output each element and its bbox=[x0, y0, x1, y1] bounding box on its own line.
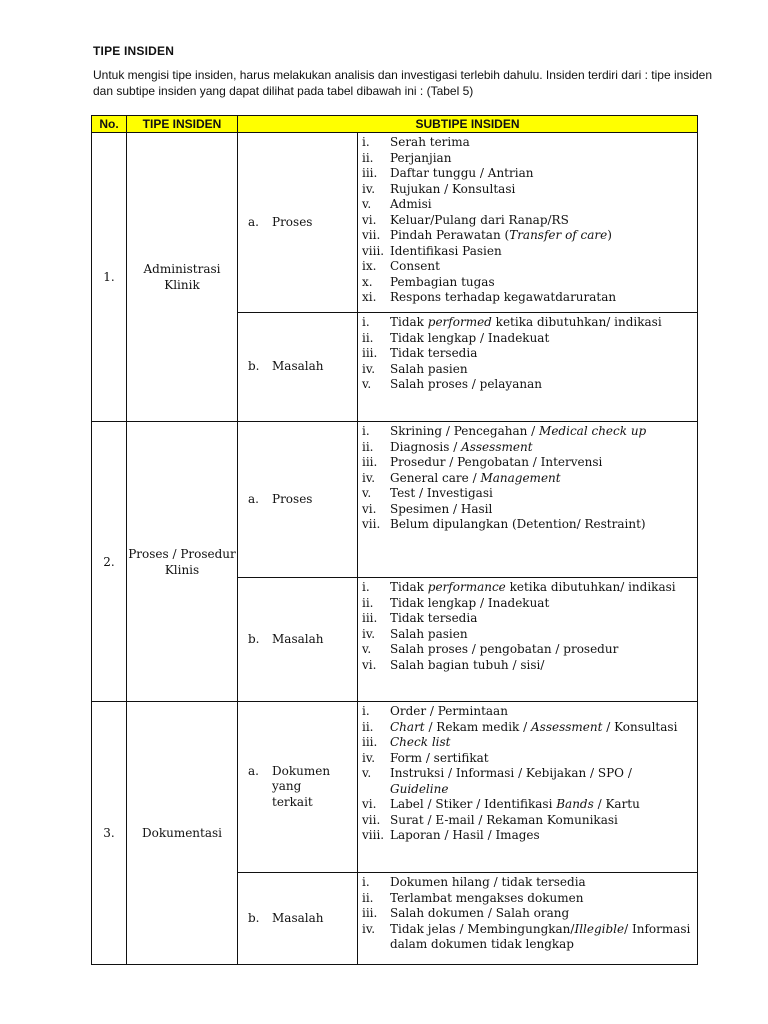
list-item-text bbox=[390, 259, 697, 275]
list-item-text bbox=[390, 828, 697, 844]
incident-type-cell: Dokumentasi bbox=[127, 702, 238, 965]
list-item-text bbox=[390, 455, 697, 471]
list-item-marker: iv. bbox=[362, 470, 376, 485]
list-item bbox=[362, 377, 697, 393]
text-segment: Prosedur / Pengobatan / Intervensi bbox=[390, 455, 603, 469]
list-item-text bbox=[390, 502, 697, 518]
incident-type-cell: Proses / Prosedur Klinis bbox=[127, 422, 238, 702]
subtype-items-list bbox=[362, 578, 697, 676]
list-item bbox=[362, 197, 697, 213]
subtype-items-cell bbox=[358, 422, 698, 578]
list-item-marker: vi. bbox=[362, 797, 377, 811]
table-row bbox=[92, 133, 698, 313]
list-item bbox=[362, 580, 697, 596]
text-segment: / Konsultasi bbox=[602, 719, 678, 734]
list-item-marker: iii. bbox=[362, 346, 378, 360]
intro-paragraph: Untuk mengisi tipe insiden, harus melakukan analisis dan investigasi terlebih dahulu. Insiden terdiri dari : tipe insiden dan subtipe insiden yang dapat dilihat pada tabel dibawah ini : (Tabel 5) bbox=[93, 68, 713, 98]
subtype-category-cell bbox=[238, 578, 358, 702]
list-item-text bbox=[390, 290, 697, 306]
list-item-text bbox=[390, 275, 697, 291]
text-segment: Daftar tunggu / Antrian bbox=[390, 166, 534, 180]
text-segment: Salah pasien bbox=[390, 361, 468, 376]
list-item-marker: vi. bbox=[362, 657, 377, 672]
italic-term: Assessment bbox=[531, 719, 603, 734]
list-item-marker: xi. bbox=[362, 290, 377, 304]
list-item-marker: iii. bbox=[362, 735, 378, 749]
subtype-items-cell bbox=[358, 702, 698, 873]
italic-term: Transfer of care bbox=[509, 228, 608, 242]
list-item-text bbox=[390, 517, 697, 533]
list-item bbox=[362, 627, 697, 643]
list-item-text bbox=[390, 922, 697, 953]
subtype-items-cell bbox=[358, 313, 698, 422]
text-segment: Tidak tersedia bbox=[390, 346, 478, 360]
table-header-row bbox=[92, 116, 698, 133]
list-item bbox=[362, 611, 697, 627]
italic-term: Illegible bbox=[574, 921, 625, 936]
list-item-text bbox=[390, 315, 697, 331]
text-segment: Salah proses / pengobatan / prosedur bbox=[390, 642, 619, 656]
subtype-label: Masalah bbox=[272, 631, 324, 646]
list-item bbox=[362, 906, 697, 922]
list-item-text bbox=[390, 596, 697, 612]
list-item-text bbox=[390, 377, 697, 393]
incident-type-table bbox=[91, 115, 698, 965]
list-item bbox=[362, 642, 697, 658]
subtype-marker: a. bbox=[248, 214, 259, 229]
list-item-text bbox=[390, 135, 697, 151]
text-segment: Salah pasien bbox=[390, 626, 468, 641]
text-segment: Admisi bbox=[390, 197, 432, 211]
list-item-marker: i. bbox=[362, 424, 370, 438]
list-item-marker: ii. bbox=[362, 330, 374, 345]
list-item bbox=[362, 331, 697, 347]
list-item bbox=[362, 213, 697, 229]
list-item-marker: v. bbox=[362, 766, 372, 780]
table-row bbox=[92, 702, 698, 873]
list-item-text bbox=[390, 766, 697, 797]
subtype-category-cell bbox=[238, 422, 358, 578]
list-item bbox=[362, 346, 697, 362]
list-item-marker: v. bbox=[362, 197, 372, 211]
list-item-text bbox=[390, 182, 697, 198]
list-item bbox=[362, 290, 697, 306]
list-item bbox=[362, 151, 697, 167]
list-item-marker: vii. bbox=[362, 228, 381, 242]
text-segment: Tidak bbox=[390, 580, 428, 594]
list-item-marker: vi. bbox=[362, 501, 377, 516]
list-item-text bbox=[390, 197, 697, 213]
subtype-label: Masalah bbox=[272, 910, 324, 925]
list-item bbox=[362, 440, 697, 456]
list-item-text bbox=[390, 362, 697, 378]
text-segment: Spesimen / Hasil bbox=[390, 501, 493, 516]
list-item-text bbox=[390, 151, 697, 167]
subtype-category-cell bbox=[238, 702, 358, 873]
text-segment: Surat / E-mail / Rekaman Komunikasi bbox=[390, 812, 618, 827]
subtype-items-cell bbox=[358, 133, 698, 313]
text-segment: Tidak jelas / Membingungkan/ bbox=[390, 921, 575, 936]
list-item bbox=[362, 766, 697, 797]
text-segment: Order / Permintaan bbox=[390, 704, 508, 718]
list-item-marker: ii. bbox=[362, 150, 374, 165]
list-item-marker: ii. bbox=[362, 595, 374, 610]
list-item-marker: ii. bbox=[362, 439, 374, 454]
list-item-text bbox=[390, 228, 697, 244]
text-segment: / Rekam medik / bbox=[424, 719, 531, 734]
row-number: 3. bbox=[92, 702, 127, 965]
list-item bbox=[362, 244, 697, 260]
list-item-marker: iv. bbox=[362, 181, 376, 196]
list-item-text bbox=[390, 704, 697, 720]
text-segment: Serah terima bbox=[390, 135, 470, 149]
list-item-text bbox=[390, 611, 697, 627]
text-segment: Pembagian tugas bbox=[390, 274, 495, 289]
text-segment: Salah dokumen / Salah orang bbox=[390, 906, 570, 920]
list-item bbox=[362, 875, 697, 891]
text-segment: Laporan / Hasil / Images bbox=[390, 828, 540, 842]
row-number: 1. bbox=[92, 133, 127, 422]
list-item-text bbox=[390, 875, 697, 891]
italic-term: Bands bbox=[556, 797, 594, 811]
list-item-marker: x. bbox=[362, 274, 373, 289]
italic-term: Management bbox=[480, 470, 561, 485]
list-item bbox=[362, 720, 697, 736]
list-item-marker: i. bbox=[362, 704, 370, 718]
list-item bbox=[362, 813, 697, 829]
list-item bbox=[362, 486, 697, 502]
subtype-label: Masalah bbox=[272, 359, 324, 374]
text-segment: General care / bbox=[390, 470, 481, 485]
subtype-label: Proses bbox=[272, 214, 313, 229]
list-item bbox=[362, 502, 697, 518]
list-item-marker: i. bbox=[362, 875, 370, 889]
subtype-marker: a. bbox=[248, 491, 259, 506]
list-item-marker: vii. bbox=[362, 517, 381, 531]
list-item bbox=[362, 471, 697, 487]
text-segment: Dokumen hilang / tidak tersedia bbox=[390, 875, 586, 889]
text-segment: / Kartu bbox=[593, 797, 640, 811]
text-segment: / Informasi dalam dokumen tidak lengkap bbox=[390, 921, 691, 951]
list-item bbox=[362, 828, 697, 844]
subtype-marker: b. bbox=[248, 631, 260, 646]
list-item-marker: iv. bbox=[362, 921, 376, 936]
subtype-category-cell bbox=[238, 133, 358, 313]
text-segment: Tidak lengkap / Inadekuat bbox=[390, 595, 550, 610]
list-item bbox=[362, 135, 697, 151]
subtype-items-list bbox=[362, 873, 697, 956]
italic-term: performed bbox=[427, 315, 492, 329]
list-item bbox=[362, 596, 697, 612]
text-segment: ) bbox=[607, 228, 612, 242]
header-no: No. bbox=[92, 116, 127, 133]
list-item-text bbox=[390, 166, 697, 182]
list-item-marker: iv. bbox=[362, 626, 376, 641]
list-item bbox=[362, 751, 697, 767]
subtype-category-cell bbox=[238, 313, 358, 422]
incident-type-cell: Administrasi Klinik bbox=[127, 133, 238, 422]
list-item-marker: i. bbox=[362, 135, 370, 149]
list-item-marker: viii. bbox=[362, 828, 385, 842]
list-item bbox=[362, 275, 697, 291]
text-segment: Terlambat mengakses dokumen bbox=[390, 890, 584, 905]
text-segment: Tidak lengkap / Inadekuat bbox=[390, 330, 550, 345]
list-item-marker: i. bbox=[362, 315, 370, 329]
row-number: 2. bbox=[92, 422, 127, 702]
list-item-marker: i. bbox=[362, 580, 370, 594]
list-item-text bbox=[390, 213, 697, 229]
subtype-category-cell bbox=[238, 873, 358, 965]
list-item-text bbox=[390, 906, 697, 922]
list-item bbox=[362, 362, 697, 378]
list-item-text bbox=[390, 346, 697, 362]
header-subtipe-insiden: SUBTIPE INSIDEN bbox=[238, 116, 698, 133]
subtype-items-list bbox=[362, 422, 697, 536]
page-title: TIPE INSIDEN bbox=[93, 44, 175, 58]
text-segment: Keluar/Pulang dari Ranap/RS bbox=[390, 212, 569, 227]
list-item-marker: iv. bbox=[362, 750, 376, 765]
text-segment: Form / sertifikat bbox=[390, 750, 489, 765]
list-item-text bbox=[390, 891, 697, 907]
list-item-marker: iii. bbox=[362, 611, 378, 625]
list-item-marker: iii. bbox=[362, 166, 378, 180]
list-item bbox=[362, 797, 697, 813]
text-segment: Tidak tersedia bbox=[390, 611, 478, 625]
list-item bbox=[362, 658, 697, 674]
text-segment: ketika dibutuhkan/ indikasi bbox=[505, 580, 676, 594]
text-segment: Skrining / Pencegahan / bbox=[390, 424, 540, 438]
list-item-text bbox=[390, 751, 697, 767]
list-item-text bbox=[390, 440, 697, 456]
list-item-text bbox=[390, 486, 697, 502]
list-item-marker: ix. bbox=[362, 259, 377, 273]
text-segment: Test / Investigasi bbox=[390, 486, 493, 500]
list-item-marker: ii. bbox=[362, 719, 374, 734]
italic-term: Assessment bbox=[461, 439, 533, 454]
text-segment: Belum dipulangkan (Detention/ Restraint) bbox=[390, 517, 646, 531]
list-item-text bbox=[390, 720, 697, 736]
list-item-marker: v. bbox=[362, 377, 372, 391]
list-item-text bbox=[390, 244, 697, 260]
subtype-items-cell bbox=[358, 873, 698, 965]
text-segment: Pindah Perawatan ( bbox=[390, 228, 510, 242]
list-item-marker: viii. bbox=[362, 243, 385, 258]
list-item bbox=[362, 182, 697, 198]
list-item-text bbox=[390, 424, 697, 440]
list-item bbox=[362, 315, 697, 331]
text-segment: Label / Stiker / Identifikasi bbox=[390, 797, 557, 811]
text-segment: Salah bagian tubuh / sisi/ bbox=[390, 657, 545, 672]
list-item-text bbox=[390, 813, 697, 829]
text-segment: Perjanjian bbox=[390, 150, 452, 165]
list-item-marker: iv. bbox=[362, 361, 376, 376]
subtype-items-cell bbox=[358, 578, 698, 702]
text-segment: Respons terhadap kegawatdaruratan bbox=[390, 290, 617, 304]
subtype-label: Proses bbox=[272, 491, 313, 506]
text-segment: Instruksi / Informasi / Kebijakan / SPO / bbox=[390, 766, 632, 780]
text-segment: Identifikasi Pasien bbox=[390, 243, 502, 258]
italic-term: Check list bbox=[390, 735, 451, 749]
list-item-text bbox=[390, 331, 697, 347]
text-segment: ketika dibutuhkan/ indikasi bbox=[491, 315, 662, 329]
list-item-marker: vi. bbox=[362, 212, 377, 227]
table-row bbox=[92, 422, 698, 578]
list-item-text bbox=[390, 471, 697, 487]
italic-term: Chart bbox=[390, 719, 425, 734]
list-item-marker: iii. bbox=[362, 906, 378, 920]
list-item-text bbox=[390, 658, 697, 674]
list-item-text bbox=[390, 735, 697, 751]
text-segment: Consent bbox=[390, 259, 440, 273]
list-item-marker: iii. bbox=[362, 455, 378, 469]
italic-term: Guideline bbox=[390, 781, 449, 796]
list-item-marker: v. bbox=[362, 486, 372, 500]
subtype-items-list bbox=[362, 702, 697, 847]
list-item-text bbox=[390, 642, 697, 658]
list-item-marker: v. bbox=[362, 642, 372, 656]
list-item bbox=[362, 517, 697, 533]
list-item bbox=[362, 704, 697, 720]
text-segment: Rujukan / Konsultasi bbox=[390, 181, 516, 196]
subtype-marker: b. bbox=[248, 910, 260, 925]
header-tipe-insiden: TIPE INSIDEN bbox=[127, 116, 238, 133]
list-item-text bbox=[390, 797, 697, 813]
page-crop-edge bbox=[0, 972, 768, 1024]
list-item bbox=[362, 735, 697, 751]
text-segment: Salah proses / pelayanan bbox=[390, 377, 542, 391]
subtype-marker: a. bbox=[248, 763, 259, 778]
subtype-items-list bbox=[362, 313, 697, 396]
list-item bbox=[362, 228, 697, 244]
list-item bbox=[362, 424, 697, 440]
subtype-items-list bbox=[362, 133, 697, 309]
list-item-marker: ii. bbox=[362, 890, 374, 905]
subtype-label: Dokumen yang terkait bbox=[272, 763, 331, 809]
list-item-text bbox=[390, 627, 697, 643]
list-item bbox=[362, 891, 697, 907]
list-item bbox=[362, 166, 697, 182]
text-segment: Diagnosis / bbox=[390, 439, 462, 454]
list-item bbox=[362, 455, 697, 471]
list-item-text bbox=[390, 580, 697, 596]
list-item bbox=[362, 922, 697, 953]
list-item bbox=[362, 259, 697, 275]
subtype-marker: b. bbox=[248, 359, 260, 374]
list-item-marker: vii. bbox=[362, 812, 381, 827]
italic-term: Medical check up bbox=[539, 424, 647, 438]
italic-term: performance bbox=[427, 580, 506, 594]
text-segment: Tidak bbox=[390, 315, 428, 329]
